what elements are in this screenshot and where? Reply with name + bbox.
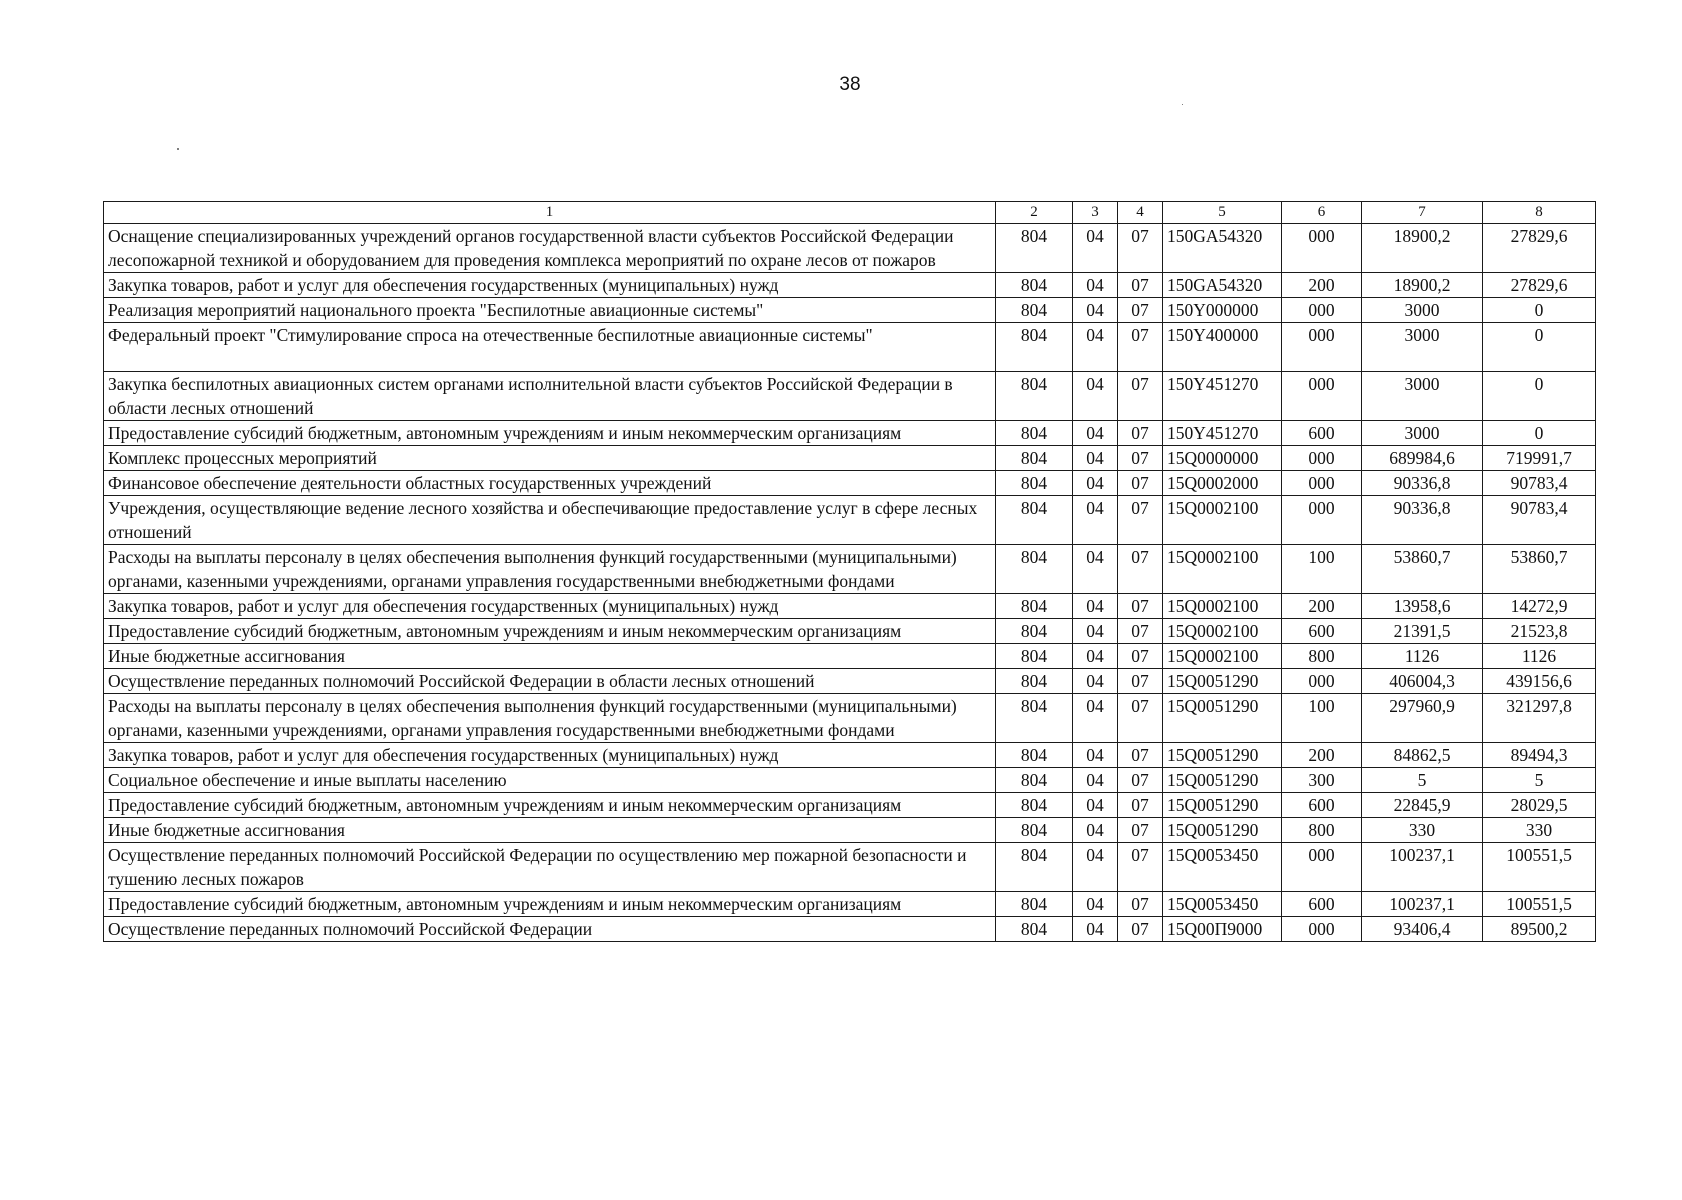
cell-ministry-code: 804: [996, 892, 1073, 917]
cell-expense-type: 000: [1282, 372, 1362, 421]
row-description: Закупка товаров, работ и услуг для обеспечения государственных (муниципальных) нужд: [104, 594, 996, 619]
cell-subsection: 07: [1118, 496, 1163, 545]
row-description: Осуществление переданных полномочий Российской Федерации в области лесных отношений: [104, 669, 996, 694]
row-description: Финансовое обеспечение деятельности областных государственных учреждений: [104, 471, 996, 496]
cell-section: 04: [1073, 273, 1118, 298]
cell-section: 04: [1073, 545, 1118, 594]
cell-amount-year-2: 100551,5: [1483, 843, 1596, 892]
cell-amount-year-2: 0: [1483, 323, 1596, 372]
cell-amount-year-2: 0: [1483, 421, 1596, 446]
cell-subsection: 07: [1118, 421, 1163, 446]
cell-section: 04: [1073, 372, 1118, 421]
cell-amount-year-1: 90336,8: [1362, 496, 1483, 545]
cell-expense-type: 800: [1282, 644, 1362, 669]
column-header: 2: [996, 202, 1073, 224]
cell-target-article: 15Q0002100: [1163, 644, 1282, 669]
cell-amount-year-2: 27829,6: [1483, 273, 1596, 298]
cell-ministry-code: 804: [996, 298, 1073, 323]
row-description: Осуществление переданных полномочий Российской Федерации по осуществлению мер пожарной безопасности и тушению лесных пожаров: [104, 843, 996, 892]
cell-subsection: 07: [1118, 793, 1163, 818]
cell-section: 04: [1073, 793, 1118, 818]
cell-subsection: 07: [1118, 694, 1163, 743]
cell-amount-year-2: 14272,9: [1483, 594, 1596, 619]
cell-ministry-code: 804: [996, 818, 1073, 843]
cell-subsection: 07: [1118, 669, 1163, 694]
cell-ministry-code: 804: [996, 421, 1073, 446]
table-row: [104, 446, 1596, 471]
cell-expense-type: 000: [1282, 496, 1362, 545]
cell-amount-year-1: 90336,8: [1362, 471, 1483, 496]
row-description: Предоставление субсидий бюджетным, автономным учреждениям и иным некоммерческим организациям: [104, 619, 996, 644]
cell-amount-year-1: 13958,6: [1362, 594, 1483, 619]
column-header: 8: [1483, 202, 1596, 224]
cell-section: 04: [1073, 619, 1118, 644]
cell-subsection: 07: [1118, 372, 1163, 421]
row-description: Осуществление переданных полномочий Российской Федерации: [104, 917, 996, 942]
cell-amount-year-2: 321297,8: [1483, 694, 1596, 743]
cell-expense-type: 000: [1282, 471, 1362, 496]
cell-amount-year-1: 100237,1: [1362, 892, 1483, 917]
cell-amount-year-2: 5: [1483, 768, 1596, 793]
table-row: [104, 619, 1596, 644]
row-description: Комплекс процессных мероприятий: [104, 446, 996, 471]
cell-ministry-code: 804: [996, 496, 1073, 545]
cell-amount-year-2: 1126: [1483, 644, 1596, 669]
cell-amount-year-1: 3000: [1362, 298, 1483, 323]
cell-amount-year-1: 3000: [1362, 323, 1483, 372]
table-row: [104, 496, 1596, 545]
row-description: Предоставление субсидий бюджетным, автономным учреждениям и иным некоммерческим организациям: [104, 421, 996, 446]
cell-ministry-code: 804: [996, 768, 1073, 793]
cell-target-article: 15Q0002100: [1163, 594, 1282, 619]
scan-speck: [177, 148, 179, 150]
cell-subsection: 07: [1118, 768, 1163, 793]
cell-section: 04: [1073, 843, 1118, 892]
cell-amount-year-2: 89500,2: [1483, 917, 1596, 942]
cell-subsection: 07: [1118, 446, 1163, 471]
cell-target-article: 15Q0002100: [1163, 496, 1282, 545]
row-description: Федеральный проект "Стимулирование спроса на отечественные беспилотные авиационные системы": [104, 323, 996, 372]
table-row: [104, 421, 1596, 446]
cell-ministry-code: 804: [996, 446, 1073, 471]
cell-target-article: 15Q0053450: [1163, 892, 1282, 917]
cell-amount-year-2: 27829,6: [1483, 224, 1596, 273]
cell-amount-year-2: 439156,6: [1483, 669, 1596, 694]
cell-amount-year-2: 100551,5: [1483, 892, 1596, 917]
table-row: [104, 298, 1596, 323]
cell-expense-type: 200: [1282, 743, 1362, 768]
cell-amount-year-1: 1126: [1362, 644, 1483, 669]
cell-target-article: 15Q0051290: [1163, 669, 1282, 694]
cell-amount-year-2: 53860,7: [1483, 545, 1596, 594]
cell-subsection: 07: [1118, 224, 1163, 273]
table-row: [104, 594, 1596, 619]
table-row: [104, 768, 1596, 793]
cell-amount-year-2: 90783,4: [1483, 496, 1596, 545]
cell-target-article: 150Y451270: [1163, 372, 1282, 421]
cell-subsection: 07: [1118, 471, 1163, 496]
row-description: Социальное обеспечение и иные выплаты населению: [104, 768, 996, 793]
cell-target-article: 15Q0002000: [1163, 471, 1282, 496]
column-header: 6: [1282, 202, 1362, 224]
cell-expense-type: 000: [1282, 298, 1362, 323]
cell-section: 04: [1073, 892, 1118, 917]
cell-target-article: 15Q0051290: [1163, 818, 1282, 843]
cell-ministry-code: 804: [996, 644, 1073, 669]
cell-target-article: 150Y400000: [1163, 323, 1282, 372]
table-header-row: [104, 202, 1596, 224]
cell-section: 04: [1073, 224, 1118, 273]
cell-section: 04: [1073, 298, 1118, 323]
row-description: Расходы на выплаты персоналу в целях обеспечения выполнения функций государственными (муниципальными) органами, казенными учреждениями, органами управления государственными внебюджетными фондами: [104, 694, 996, 743]
cell-amount-year-2: 89494,3: [1483, 743, 1596, 768]
cell-amount-year-2: 28029,5: [1483, 793, 1596, 818]
row-description: Закупка товаров, работ и услуг для обеспечения государственных (муниципальных) нужд: [104, 273, 996, 298]
column-header: 3: [1073, 202, 1118, 224]
cell-ministry-code: 804: [996, 224, 1073, 273]
table-row: [104, 843, 1596, 892]
cell-ministry-code: 804: [996, 471, 1073, 496]
cell-amount-year-1: 18900,2: [1362, 273, 1483, 298]
cell-amount-year-2: 21523,8: [1483, 619, 1596, 644]
cell-target-article: 150Y451270: [1163, 421, 1282, 446]
cell-target-article: 15Q0002100: [1163, 619, 1282, 644]
cell-ministry-code: 804: [996, 273, 1073, 298]
cell-section: 04: [1073, 323, 1118, 372]
cell-target-article: 15Q0002100: [1163, 545, 1282, 594]
table-row: [104, 892, 1596, 917]
page-number: 38: [839, 74, 861, 95]
cell-ministry-code: 804: [996, 917, 1073, 942]
cell-ministry-code: 804: [996, 843, 1073, 892]
cell-amount-year-1: 22845,9: [1362, 793, 1483, 818]
cell-amount-year-1: 100237,1: [1362, 843, 1483, 892]
scan-speck: [1182, 104, 1183, 105]
cell-subsection: 07: [1118, 892, 1163, 917]
cell-amount-year-2: 90783,4: [1483, 471, 1596, 496]
cell-subsection: 07: [1118, 298, 1163, 323]
cell-ministry-code: 804: [996, 323, 1073, 372]
cell-section: 04: [1073, 917, 1118, 942]
cell-expense-type: 000: [1282, 446, 1362, 471]
cell-subsection: 07: [1118, 743, 1163, 768]
cell-section: 04: [1073, 669, 1118, 694]
cell-subsection: 07: [1118, 323, 1163, 372]
cell-amount-year-1: 21391,5: [1362, 619, 1483, 644]
cell-expense-type: 000: [1282, 669, 1362, 694]
cell-expense-type: 600: [1282, 892, 1362, 917]
table-row: [104, 743, 1596, 768]
cell-target-article: 15Q0051290: [1163, 743, 1282, 768]
cell-section: 04: [1073, 818, 1118, 843]
row-description: Иные бюджетные ассигнования: [104, 818, 996, 843]
cell-expense-type: 800: [1282, 818, 1362, 843]
row-description: Закупка товаров, работ и услуг для обеспечения государственных (муниципальных) нужд: [104, 743, 996, 768]
cell-expense-type: 600: [1282, 793, 1362, 818]
cell-target-article: 150GA54320: [1163, 224, 1282, 273]
cell-amount-year-1: 5: [1362, 768, 1483, 793]
cell-amount-year-1: 3000: [1362, 421, 1483, 446]
cell-amount-year-1: 3000: [1362, 372, 1483, 421]
cell-amount-year-1: 406004,3: [1362, 669, 1483, 694]
cell-subsection: 07: [1118, 843, 1163, 892]
cell-ministry-code: 804: [996, 372, 1073, 421]
table-row: [104, 818, 1596, 843]
cell-amount-year-1: 330: [1362, 818, 1483, 843]
cell-ministry-code: 804: [996, 669, 1073, 694]
cell-amount-year-1: 53860,7: [1362, 545, 1483, 594]
cell-subsection: 07: [1118, 917, 1163, 942]
column-header: 7: [1362, 202, 1483, 224]
table-row: [104, 644, 1596, 669]
row-description: Иные бюджетные ассигнования: [104, 644, 996, 669]
table-row: [104, 224, 1596, 273]
row-description: Реализация мероприятий национального проекта "Беспилотные авиационные системы": [104, 298, 996, 323]
cell-target-article: 15Q0053450: [1163, 843, 1282, 892]
cell-subsection: 07: [1118, 619, 1163, 644]
cell-section: 04: [1073, 446, 1118, 471]
row-description: Расходы на выплаты персоналу в целях обеспечения выполнения функций государственными (муниципальными) органами, казенными учреждениями, органами управления государственными внебюджетными фондами: [104, 545, 996, 594]
cell-section: 04: [1073, 471, 1118, 496]
cell-target-article: 15Q0051290: [1163, 694, 1282, 743]
column-header: 5: [1163, 202, 1282, 224]
cell-amount-year-2: 0: [1483, 372, 1596, 421]
cell-expense-type: 000: [1282, 917, 1362, 942]
table-row: [104, 793, 1596, 818]
cell-amount-year-2: 0: [1483, 298, 1596, 323]
cell-target-article: 15Q0051290: [1163, 793, 1282, 818]
cell-expense-type: 600: [1282, 619, 1362, 644]
cell-expense-type: 000: [1282, 323, 1362, 372]
row-description: Предоставление субсидий бюджетным, автономным учреждениям и иным некоммерческим организациям: [104, 793, 996, 818]
table-row: [104, 372, 1596, 421]
row-description: Оснащение специализированных учреждений органов государственной власти субъектов Российской Федерации лесопожарной техникой и оборудованием для проведения комплекса мероприятий по охране лесов от пожаров: [104, 224, 996, 273]
table-row: [104, 669, 1596, 694]
table-row: [104, 273, 1596, 298]
cell-target-article: 15Q00П9000: [1163, 917, 1282, 942]
cell-amount-year-1: 689984,6: [1362, 446, 1483, 471]
row-description: Учреждения, осуществляющие ведение лесного хозяйства и обеспечивающие предоставление услуг в сфере лесных отношений: [104, 496, 996, 545]
cell-target-article: 150Y000000: [1163, 298, 1282, 323]
cell-expense-type: 200: [1282, 273, 1362, 298]
cell-expense-type: 300: [1282, 768, 1362, 793]
cell-section: 04: [1073, 594, 1118, 619]
row-description: Предоставление субсидий бюджетным, автономным учреждениям и иным некоммерческим организациям: [104, 892, 996, 917]
cell-target-article: 15Q0000000: [1163, 446, 1282, 471]
column-header: 1: [104, 202, 996, 224]
cell-expense-type: 000: [1282, 843, 1362, 892]
cell-subsection: 07: [1118, 594, 1163, 619]
cell-section: 04: [1073, 421, 1118, 446]
cell-ministry-code: 804: [996, 594, 1073, 619]
table-row: [104, 323, 1596, 372]
cell-section: 04: [1073, 644, 1118, 669]
budget-table: [103, 201, 1596, 942]
cell-subsection: 07: [1118, 818, 1163, 843]
cell-target-article: 15Q0051290: [1163, 768, 1282, 793]
cell-expense-type: 100: [1282, 545, 1362, 594]
cell-section: 04: [1073, 694, 1118, 743]
cell-ministry-code: 804: [996, 793, 1073, 818]
table-row: [104, 917, 1596, 942]
cell-amount-year-2: 330: [1483, 818, 1596, 843]
cell-amount-year-1: 297960,9: [1362, 694, 1483, 743]
cell-ministry-code: 804: [996, 545, 1073, 594]
cell-ministry-code: 804: [996, 619, 1073, 644]
cell-section: 04: [1073, 743, 1118, 768]
cell-section: 04: [1073, 768, 1118, 793]
table-body: [104, 224, 1596, 942]
cell-amount-year-1: 93406,4: [1362, 917, 1483, 942]
cell-amount-year-1: 18900,2: [1362, 224, 1483, 273]
table-row: [104, 471, 1596, 496]
row-description: Закупка беспилотных авиационных систем органами исполнительной власти субъектов Российской Федерации в области лесных отношений: [104, 372, 996, 421]
cell-expense-type: 000: [1282, 224, 1362, 273]
cell-expense-type: 200: [1282, 594, 1362, 619]
table-row: [104, 694, 1596, 743]
cell-amount-year-2: 719991,7: [1483, 446, 1596, 471]
cell-ministry-code: 804: [996, 743, 1073, 768]
cell-expense-type: 100: [1282, 694, 1362, 743]
column-header: 4: [1118, 202, 1163, 224]
cell-amount-year-1: 84862,5: [1362, 743, 1483, 768]
cell-subsection: 07: [1118, 273, 1163, 298]
table-row: [104, 545, 1596, 594]
cell-expense-type: 600: [1282, 421, 1362, 446]
cell-target-article: 150GA54320: [1163, 273, 1282, 298]
cell-section: 04: [1073, 496, 1118, 545]
cell-ministry-code: 804: [996, 694, 1073, 743]
cell-subsection: 07: [1118, 545, 1163, 594]
cell-subsection: 07: [1118, 644, 1163, 669]
